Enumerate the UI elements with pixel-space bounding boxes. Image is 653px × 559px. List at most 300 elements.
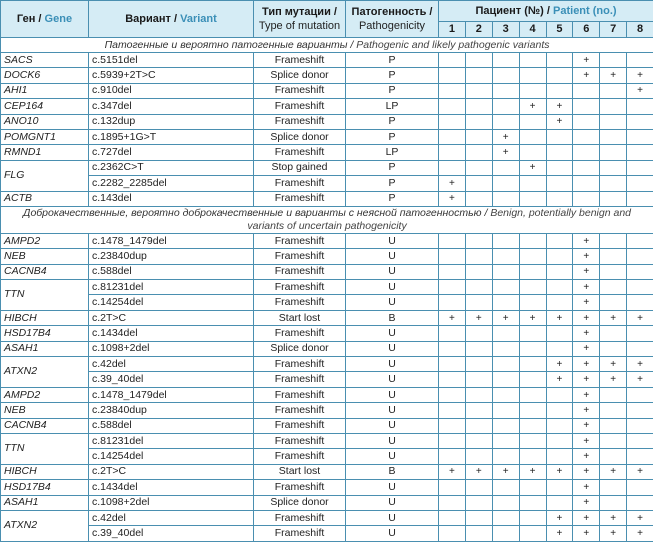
patient-mark-cell	[519, 53, 546, 68]
pathogenicity-cell: B	[346, 310, 439, 325]
patient-mark-cell	[627, 114, 653, 129]
patient-mark-cell	[492, 176, 519, 191]
pathogenicity-cell: U	[346, 387, 439, 402]
patient-mark-cell	[439, 264, 466, 279]
patient-mark-cell	[439, 433, 466, 448]
gene-cell: ATXN2	[1, 510, 89, 541]
variant-cell: c.81231del	[89, 433, 254, 448]
patient-mark-cell	[492, 449, 519, 464]
patient-mark-cell	[546, 176, 573, 191]
patient-mark-cell	[439, 480, 466, 495]
patient-number-header: 8	[627, 22, 653, 38]
pathogenicity-cell: U	[346, 341, 439, 356]
patient-mark-cell	[492, 160, 519, 175]
patient-mark-cell	[600, 449, 627, 464]
patient-mark-cell	[465, 53, 492, 68]
patient-mark-cell	[600, 114, 627, 129]
patient-mark-cell	[519, 83, 546, 98]
mutation-type-cell: Frameshift	[254, 233, 346, 248]
patient-mark-cell	[439, 510, 466, 525]
patient-mark-cell	[519, 191, 546, 206]
table-row	[1, 191, 653, 206]
variant-cell: c.5151del	[89, 53, 254, 68]
patient-mark-cell	[600, 403, 627, 418]
patient-mark-cell	[465, 387, 492, 402]
variant-cell: c.23840dup	[89, 403, 254, 418]
patient-mark-cell	[439, 449, 466, 464]
patient-mark-cell	[600, 433, 627, 448]
patient-mark-cell: +	[439, 464, 466, 479]
pathogenicity-cell: U	[346, 326, 439, 341]
patient-mark-cell	[573, 83, 600, 98]
mutation-type-cell: Frameshift	[254, 264, 346, 279]
gene-cell: CACNB4	[1, 264, 89, 279]
variant-cell: c.42del	[89, 357, 254, 372]
patient-mark-cell	[465, 145, 492, 160]
gene-cell: FLG	[1, 160, 89, 191]
variant-cell: c.1098+2del	[89, 341, 254, 356]
table-row	[1, 129, 653, 144]
patient-mark-cell: +	[439, 310, 466, 325]
patient-mark-cell	[519, 129, 546, 144]
table-row	[1, 526, 653, 541]
pathogenicity-cell: P	[346, 160, 439, 175]
patient-mark-cell	[600, 160, 627, 175]
patient-mark-cell	[600, 129, 627, 144]
patient-mark-cell	[546, 233, 573, 248]
patient-mark-cell	[573, 99, 600, 114]
patient-mark-cell	[546, 387, 573, 402]
patient-mark-cell	[439, 99, 466, 114]
variant-cell: c.2T>C	[89, 464, 254, 479]
pathogenicity-cell: P	[346, 176, 439, 191]
variant-cell: c.14254del	[89, 295, 254, 310]
table-header	[1, 1, 653, 38]
gene-cell: HIBCH	[1, 464, 89, 479]
patient-mark-cell	[492, 495, 519, 510]
pathogenicity-cell: U	[346, 495, 439, 510]
patient-mark-cell	[439, 249, 466, 264]
patient-mark-cell	[465, 326, 492, 341]
variant-cell: c.1098+2del	[89, 495, 254, 510]
variant-cell: c.42del	[89, 510, 254, 525]
patient-mark-cell	[627, 387, 653, 402]
variant-cell: c.81231del	[89, 280, 254, 295]
variant-cell: c.347del	[89, 99, 254, 114]
pathogenicity-cell: U	[346, 526, 439, 541]
patient-mark-cell	[627, 160, 653, 175]
patient-mark-cell: +	[627, 357, 653, 372]
patient-mark-cell	[627, 129, 653, 144]
patient-mark-cell: +	[573, 387, 600, 402]
patient-mark-cell	[600, 264, 627, 279]
section-title-en: Benign, potentially benign and variants of uncertain pathogenicity	[247, 206, 632, 232]
table-row	[1, 310, 653, 325]
pathogenicity-cell: LP	[346, 99, 439, 114]
patient-mark-cell	[465, 480, 492, 495]
patient-mark-cell	[627, 191, 653, 206]
patient-mark-cell	[600, 176, 627, 191]
patient-mark-cell	[627, 418, 653, 433]
patient-mark-cell	[492, 53, 519, 68]
patient-mark-cell	[492, 387, 519, 402]
patient-mark-cell: +	[573, 233, 600, 248]
patient-mark-cell	[519, 526, 546, 541]
section-title: Патогенные и вероятно патогенные варианты / Pathogenic and likely pathogenic variants	[1, 38, 653, 53]
section-header-row	[1, 38, 653, 53]
patient-mark-cell	[519, 68, 546, 83]
patient-mark-cell: +	[573, 68, 600, 83]
patient-mark-cell	[573, 191, 600, 206]
variant-cell: c.1478_1479del	[89, 387, 254, 402]
patient-mark-cell: +	[600, 357, 627, 372]
variant-cell: c.5939+2T>C	[89, 68, 254, 83]
patient-mark-cell: +	[573, 480, 600, 495]
patient-mark-cell	[546, 418, 573, 433]
table-row	[1, 387, 653, 402]
patient-mark-cell	[465, 264, 492, 279]
patient-mark-cell	[600, 280, 627, 295]
table-row	[1, 433, 653, 448]
patient-mark-cell: +	[600, 526, 627, 541]
pathogenicity-cell: U	[346, 449, 439, 464]
patient-mark-cell	[492, 83, 519, 98]
patient-mark-cell	[465, 68, 492, 83]
pathogenicity-cell: P	[346, 83, 439, 98]
patient-mark-cell: +	[573, 495, 600, 510]
patient-mark-cell	[519, 418, 546, 433]
mutation-type-cell: Start lost	[254, 464, 346, 479]
patient-mark-cell: +	[573, 418, 600, 433]
table-row	[1, 449, 653, 464]
patient-mark-cell	[627, 53, 653, 68]
gene-cell: POMGNT1	[1, 129, 89, 144]
patient-mark-cell: +	[492, 145, 519, 160]
mutation-type-cell: Frameshift	[254, 387, 346, 402]
table-row	[1, 83, 653, 98]
patient-mark-cell	[439, 387, 466, 402]
patient-mark-cell: +	[573, 526, 600, 541]
patient-mark-cell	[627, 495, 653, 510]
patient-mark-cell: +	[627, 83, 653, 98]
pathogenicity-cell: P	[346, 129, 439, 144]
patient-mark-cell	[439, 526, 466, 541]
patient-mark-cell: +	[439, 176, 466, 191]
header-pathogenicity: Патогенность / Pathogenicity	[346, 1, 439, 38]
patient-mark-cell	[573, 114, 600, 129]
patient-mark-cell	[465, 449, 492, 464]
patient-mark-cell	[600, 495, 627, 510]
table-row	[1, 280, 653, 295]
pathogenicity-cell: P	[346, 68, 439, 83]
patient-mark-cell: +	[492, 129, 519, 144]
patient-mark-cell: +	[573, 433, 600, 448]
mutation-type-cell: Frameshift	[254, 176, 346, 191]
patient-mark-cell	[465, 372, 492, 387]
patient-mark-cell	[519, 249, 546, 264]
gene-cell: CACNB4	[1, 418, 89, 433]
patient-mark-cell	[600, 249, 627, 264]
mutation-type-cell: Frameshift	[254, 249, 346, 264]
patient-mark-cell	[573, 160, 600, 175]
table-row	[1, 341, 653, 356]
mutation-type-cell: Frameshift	[254, 326, 346, 341]
patient-mark-cell	[465, 357, 492, 372]
patient-mark-cell	[600, 145, 627, 160]
patient-mark-cell: +	[600, 372, 627, 387]
patient-mark-cell	[519, 449, 546, 464]
variant-cell: c.910del	[89, 83, 254, 98]
patient-mark-cell: +	[546, 99, 573, 114]
patient-mark-cell	[519, 280, 546, 295]
patient-mark-cell: +	[600, 310, 627, 325]
mutation-type-cell: Frameshift	[254, 191, 346, 206]
patient-mark-cell	[600, 295, 627, 310]
patient-mark-cell: +	[519, 99, 546, 114]
table-row	[1, 53, 653, 68]
patient-mark-cell	[600, 480, 627, 495]
patient-mark-cell	[573, 129, 600, 144]
patient-mark-cell: +	[439, 191, 466, 206]
patient-mark-cell	[627, 449, 653, 464]
patient-mark-cell: +	[627, 526, 653, 541]
patient-mark-cell: +	[573, 280, 600, 295]
patient-mark-cell	[492, 249, 519, 264]
table-body	[1, 38, 653, 542]
patient-mark-cell	[546, 480, 573, 495]
patient-mark-cell	[546, 83, 573, 98]
patient-mark-cell	[465, 280, 492, 295]
patient-mark-cell: +	[600, 510, 627, 525]
patient-mark-cell	[465, 129, 492, 144]
patient-mark-cell	[439, 280, 466, 295]
patient-mark-cell: +	[573, 464, 600, 479]
mutation-type-cell: Frameshift	[254, 418, 346, 433]
patient-mark-cell	[439, 129, 466, 144]
patient-mark-cell: +	[573, 449, 600, 464]
mutation-type-cell: Frameshift	[254, 403, 346, 418]
table-row	[1, 295, 653, 310]
patient-mark-cell	[519, 510, 546, 525]
patient-mark-cell: +	[519, 464, 546, 479]
patient-mark-cell	[465, 403, 492, 418]
patient-number-header: 3	[492, 22, 519, 38]
mutation-type-cell: Frameshift	[254, 280, 346, 295]
pathogenicity-cell: U	[346, 418, 439, 433]
patient-mark-cell: +	[546, 510, 573, 525]
patient-mark-cell	[519, 495, 546, 510]
patient-mark-cell	[546, 249, 573, 264]
variant-cell: c.2T>C	[89, 310, 254, 325]
table-row	[1, 510, 653, 525]
table-row	[1, 145, 653, 160]
patient-mark-cell	[600, 418, 627, 433]
table-row	[1, 464, 653, 479]
patient-mark-cell	[627, 341, 653, 356]
patient-mark-cell: +	[546, 357, 573, 372]
table-row	[1, 160, 653, 175]
patient-mark-cell: +	[546, 310, 573, 325]
patient-mark-cell	[492, 480, 519, 495]
patient-mark-cell	[546, 68, 573, 83]
variant-cell: c.2362C>T	[89, 160, 254, 175]
pathogenicity-cell: U	[346, 280, 439, 295]
patient-mark-cell	[600, 191, 627, 206]
patient-mark-cell: +	[573, 326, 600, 341]
mutation-type-cell: Frameshift	[254, 480, 346, 495]
patient-mark-cell	[439, 326, 466, 341]
patient-mark-cell	[465, 341, 492, 356]
pathogenicity-cell: U	[346, 480, 439, 495]
mutation-type-cell: Frameshift	[254, 433, 346, 448]
patient-mark-cell	[492, 526, 519, 541]
variant-cell: c.1895+1G>T	[89, 129, 254, 144]
gene-cell: NEB	[1, 403, 89, 418]
patient-mark-cell	[439, 83, 466, 98]
variant-cell: c.132dup	[89, 114, 254, 129]
patient-mark-cell	[627, 295, 653, 310]
patient-mark-cell	[546, 326, 573, 341]
header-variant: Вариант / Variant	[89, 1, 254, 38]
pathogenicity-cell: P	[346, 53, 439, 68]
patient-mark-cell	[492, 280, 519, 295]
patient-mark-cell: +	[465, 464, 492, 479]
patient-mark-cell	[546, 341, 573, 356]
table-row	[1, 418, 653, 433]
patient-mark-cell	[465, 433, 492, 448]
patient-mark-cell	[519, 233, 546, 248]
patient-mark-cell: +	[627, 510, 653, 525]
patient-mark-cell	[465, 418, 492, 433]
patient-mark-cell	[465, 191, 492, 206]
patient-mark-cell	[546, 295, 573, 310]
section-title-ru: Доброкачественные, вероятно доброкачественные и варианты с неясной патогенностью	[23, 206, 482, 219]
mutation-type-cell: Frameshift	[254, 510, 346, 525]
table-row	[1, 495, 653, 510]
mutation-type-cell: Frameshift	[254, 114, 346, 129]
pathogenicity-cell: U	[346, 403, 439, 418]
patient-mark-cell	[439, 114, 466, 129]
patient-mark-cell: +	[519, 310, 546, 325]
table-row	[1, 114, 653, 129]
variant-cell: c.39_40del	[89, 372, 254, 387]
section-title-en: Pathogenic and likely pathogenic variants	[356, 38, 550, 51]
patient-mark-cell	[492, 341, 519, 356]
patient-mark-cell	[546, 280, 573, 295]
patient-mark-cell	[492, 418, 519, 433]
patient-mark-cell	[627, 433, 653, 448]
variant-cell: c.727del	[89, 145, 254, 160]
patient-mark-cell: +	[546, 464, 573, 479]
mutation-type-cell: Frameshift	[254, 53, 346, 68]
patient-mark-cell: +	[519, 160, 546, 175]
patient-mark-cell	[627, 249, 653, 264]
table-row	[1, 233, 653, 248]
patient-mark-cell	[465, 495, 492, 510]
patient-number-header: 7	[600, 22, 627, 38]
patient-mark-cell	[600, 83, 627, 98]
pathogenicity-cell: LP	[346, 145, 439, 160]
patient-mark-cell	[519, 176, 546, 191]
patient-mark-cell	[439, 53, 466, 68]
gene-cell: HSD17B4	[1, 480, 89, 495]
section-title: Доброкачественные, вероятно доброкачественные и варианты с неясной патогенностью / Benign, potentially benign and variants of uncertain pathogenicity	[1, 206, 653, 233]
patient-mark-cell	[439, 341, 466, 356]
variant-cell: c.588del	[89, 264, 254, 279]
patient-mark-cell	[439, 495, 466, 510]
gene-cell: ANO10	[1, 114, 89, 129]
patient-mark-cell	[573, 145, 600, 160]
table-row	[1, 264, 653, 279]
patient-mark-cell	[519, 433, 546, 448]
patient-mark-cell	[519, 114, 546, 129]
table-row	[1, 372, 653, 387]
gene-cell: DOCK6	[1, 68, 89, 83]
patient-number-header: 4	[519, 22, 546, 38]
pathogenicity-cell: U	[346, 372, 439, 387]
patient-mark-cell	[600, 387, 627, 402]
gene-cell: TTN	[1, 433, 89, 464]
patient-mark-cell	[600, 53, 627, 68]
patient-mark-cell	[600, 326, 627, 341]
patient-mark-cell	[519, 357, 546, 372]
table-row	[1, 176, 653, 191]
mutation-type-cell: Frameshift	[254, 83, 346, 98]
patient-mark-cell: +	[573, 264, 600, 279]
variant-cell: c.23840dup	[89, 249, 254, 264]
variant-cell: c.14254del	[89, 449, 254, 464]
patient-mark-cell	[546, 403, 573, 418]
patient-mark-cell	[519, 480, 546, 495]
patient-mark-cell	[600, 233, 627, 248]
table-row	[1, 68, 653, 83]
patient-mark-cell: +	[573, 403, 600, 418]
mutation-type-cell: Frameshift	[254, 372, 346, 387]
patient-mark-cell	[600, 99, 627, 114]
gene-cell: NEB	[1, 249, 89, 264]
variant-cell: c.1478_1479del	[89, 233, 254, 248]
mutation-type-cell: Frameshift	[254, 145, 346, 160]
patient-mark-cell	[439, 357, 466, 372]
gene-cell: ATXN2	[1, 357, 89, 388]
patient-mark-cell	[465, 233, 492, 248]
variant-cell: c.143del	[89, 191, 254, 206]
patient-mark-cell	[465, 526, 492, 541]
patient-mark-cell: +	[546, 526, 573, 541]
mutation-type-cell: Stop gained	[254, 160, 346, 175]
patient-mark-cell	[492, 326, 519, 341]
patient-mark-cell: +	[573, 341, 600, 356]
patient-mark-cell	[439, 403, 466, 418]
patient-mark-cell: +	[600, 464, 627, 479]
patient-mark-cell: +	[573, 357, 600, 372]
header-gene: Ген / Gene	[1, 1, 89, 38]
mutation-type-cell: Frameshift	[254, 357, 346, 372]
patient-mark-cell	[465, 99, 492, 114]
patient-mark-cell	[465, 83, 492, 98]
patient-number-header: 5	[546, 22, 573, 38]
table-row	[1, 326, 653, 341]
patient-mark-cell	[439, 418, 466, 433]
patient-mark-cell	[546, 449, 573, 464]
patient-mark-cell	[519, 264, 546, 279]
mutation-type-cell: Splice donor	[254, 68, 346, 83]
patient-mark-cell	[492, 510, 519, 525]
variant-cell: c.2282_2285del	[89, 176, 254, 191]
patient-mark-cell	[492, 372, 519, 387]
patient-mark-cell	[627, 176, 653, 191]
patient-mark-cell	[465, 114, 492, 129]
